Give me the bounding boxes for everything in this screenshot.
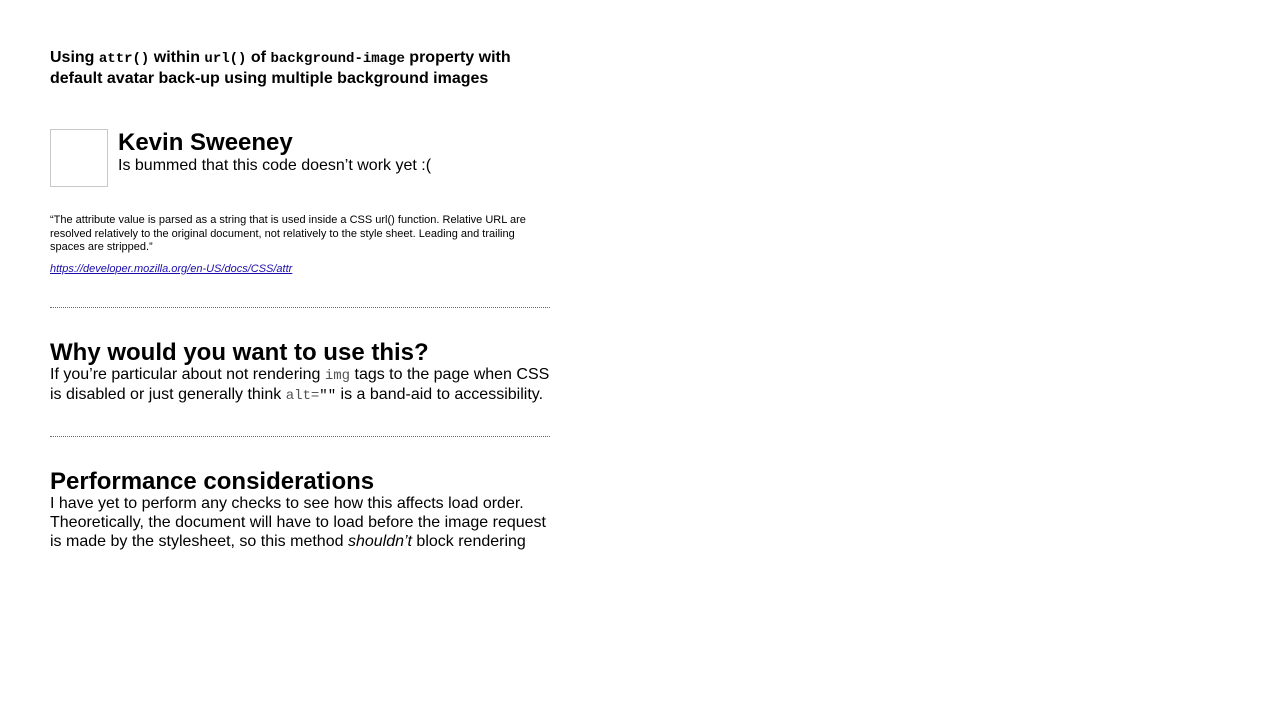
- section-divider: [50, 307, 550, 308]
- profile-text: [118, 129, 431, 175]
- profile-status: Is bummed that this code doesn’t work yet :(: [118, 157, 432, 174]
- why-text-2: tags to the page when CSS is disabled or just generally think: [50, 366, 550, 403]
- why-body: [50, 366, 550, 405]
- quote-source-link[interactable]: https://developer.mozilla.org/en-US/docs/CSS/attr: [50, 262, 293, 275]
- performance-title: Performance considerations: [50, 468, 375, 496]
- why-text-1: If you’re particular about not rendering: [50, 366, 325, 383]
- why-code-alt: alt=: [285, 387, 320, 404]
- performance-emphasis: shouldn’t: [347, 532, 412, 550]
- profile-name: Kevin Sweeney: [118, 129, 293, 156]
- why-code-empty-quotes: "": [319, 387, 337, 404]
- section-divider: [50, 436, 550, 437]
- profile-card: [50, 129, 550, 187]
- intro-code-url: url(): [204, 51, 247, 67]
- mdn-quote: [50, 214, 550, 276]
- intro-prefix: Using: [50, 49, 99, 66]
- intro-heading: [50, 48, 550, 88]
- page-content: [50, 0, 550, 552]
- why-text-3: is a band-aid to accessibility.: [336, 385, 544, 403]
- performance-text-2: block rendering: [411, 532, 526, 550]
- avatar: [50, 129, 108, 187]
- intro-code-background-image: background-image: [270, 51, 405, 67]
- performance-body: [50, 495, 550, 551]
- quote-text: “The attribute value is parsed as a string that is used inside a CSS url() function. Relative URL are resolved relatively to the original document, not relatively to the style sheet. Leading and trailing spaces are stripped.”: [50, 214, 526, 253]
- intro-mid-1: within: [149, 49, 205, 66]
- why-title: Why would you want to use this?: [50, 339, 429, 366]
- intro-suffix: property with default avatar back-up using multiple background images: [50, 49, 511, 87]
- performance-text-1: I have yet to perform any checks to see how this affects load order. Theoretically, the document will have to load before the image request is made by the stylesheet, so this method: [50, 495, 546, 550]
- intro-code-attr: attr(): [98, 51, 150, 67]
- intro-mid-2: of: [246, 49, 271, 66]
- why-code-img: img: [324, 368, 351, 384]
